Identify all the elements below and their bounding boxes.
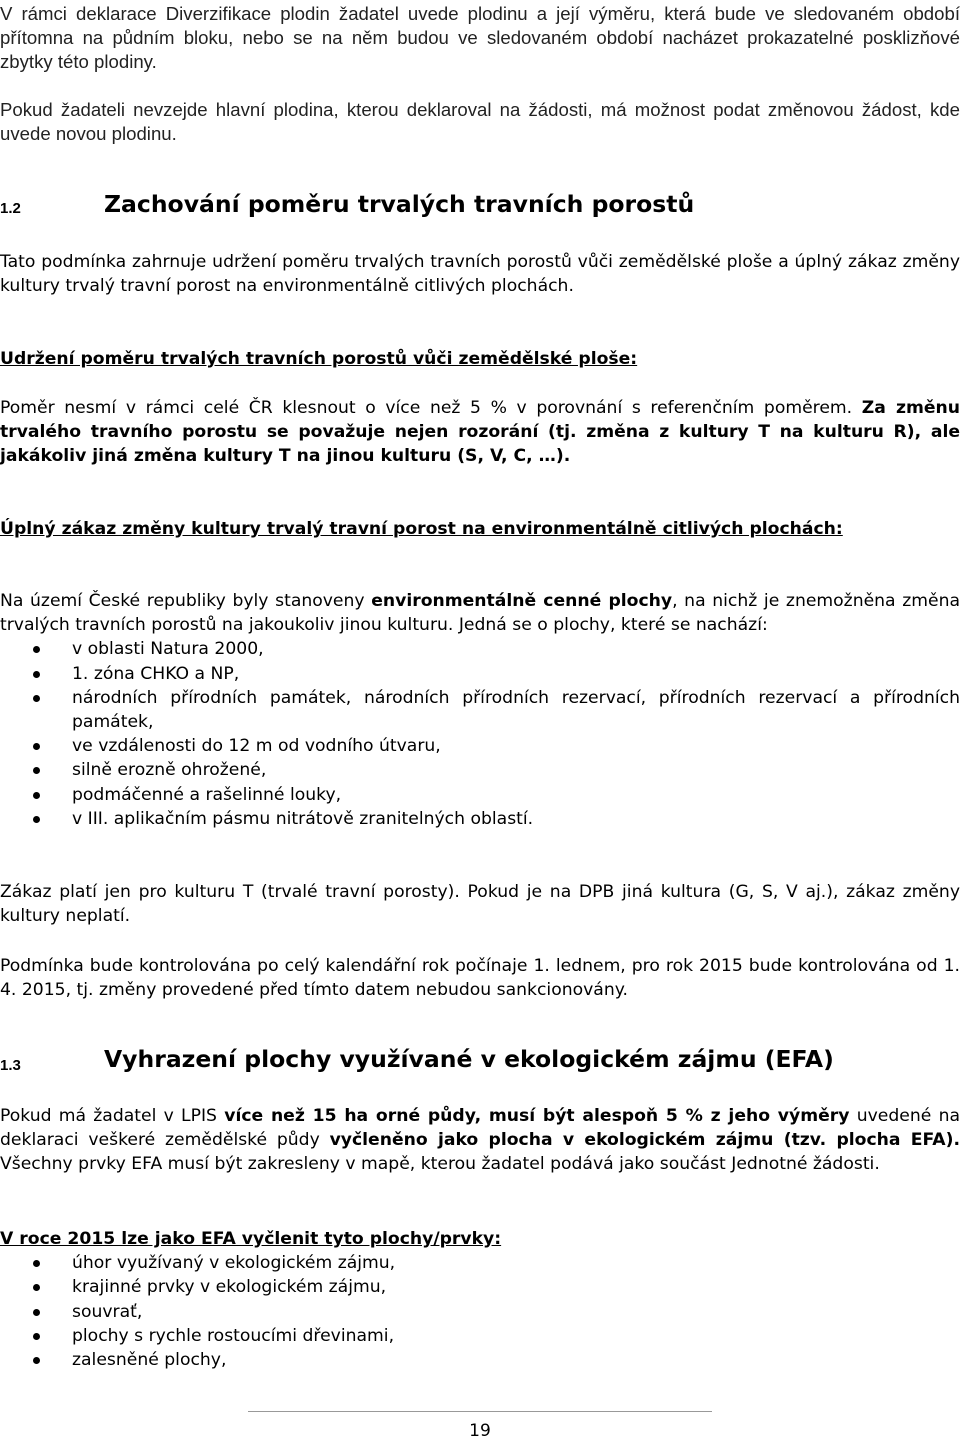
section-1-2-intro: Tato podmínka zahrnuje udržení poměru trvalých travních porostů vůči zemědělské ploše a úplný zákaz změny kultury trvalý travní porost na environmentálně citlivých plochách. xyxy=(0,252,960,297)
plochy-list xyxy=(0,637,960,831)
subheading-uplny-zakaz: Úplný zákaz změny kultury trvalý travní porost na environmentálně citlivých plochách: xyxy=(0,519,843,539)
subheading-2-wrap xyxy=(0,517,960,541)
intro-paragraph-1: V rámci deklarace Diverzifikace plodin žadatel uvede plodinu a její výměru, která bude ve sledovaném období přítomna na půdním bloku, nebo se na něm budou ve sledovaném období nacházet prokazatelné posklizňové zbytky této plodiny. xyxy=(0,3,960,73)
paragraph-efa xyxy=(0,1104,960,1177)
efa-text-a: Pokud má žadatel v LPIS xyxy=(0,1106,217,1126)
efa-list-section xyxy=(0,1227,960,1372)
section-number: 1.3 xyxy=(0,1057,21,1074)
subheading-1-wrap xyxy=(0,347,960,371)
list-item: souvrať, xyxy=(0,1300,960,1324)
list-item: ve vzdálenosti do 12 m od vodního útvaru, xyxy=(0,734,960,758)
paragraph-pomer xyxy=(0,396,960,469)
env-text-a: Na území České republiky byly stanoveny xyxy=(0,591,365,611)
env-text-b: , na nichž je znemožněna změna trvalých travních porostů na jakoukoliv jinou kulturu. Jedná se o plochy, které se nachází: xyxy=(0,591,960,636)
list-item: 1. zóna CHKO a NP, xyxy=(0,662,960,686)
intro-paragraph-2: Pokud žadateli nevzejde hlavní plodina, kterou deklaroval na žádosti, má možnost podat změnovou žádost, kde uvede novou plodinu. xyxy=(0,99,960,145)
paragraph-kontrola: Podmínka bude kontrolována po celý kalendářní rok počínaje 1. lednem, pro rok 2015 bude kontrolována od 1. 4. 2015, tj. změny provedené před tímto datem nebudou sankcionovány. xyxy=(0,956,960,1001)
subheading-efa: V roce 2015 lze jako EFA vyčlenit tyto plochy/prvky: xyxy=(0,1229,502,1249)
list-item: národních přírodních památek, národních přírodních rezervací, přírodních rezervací a přírodních památek, xyxy=(0,686,960,734)
subheading-udrzeni: Udržení poměru trvalých travních porostů vůči zemědělské ploše: xyxy=(0,349,638,369)
list-item: úhor využívaný v ekologickém zájmu, xyxy=(0,1251,960,1275)
page-number: 19 xyxy=(469,1421,491,1441)
section-title: Zachování poměru trvalých travních porostů xyxy=(104,190,695,218)
environmental-section xyxy=(0,589,960,831)
list-item: v oblasti Natura 2000, xyxy=(0,637,960,661)
list-item: silně erozně ohrožené, xyxy=(0,758,960,782)
efa-list xyxy=(0,1251,960,1372)
list-item: zalesněné plochy, xyxy=(0,1348,960,1372)
list-item: podmáčenné a rašelinné louky, xyxy=(0,783,960,807)
paragraph-zakaz-plati: Zákaz platí jen pro kulturu T (trvalé travní porosty). Pokud je na DPB jiná kultura (G, S, V aj.), zákaz změny kultury neplatí. xyxy=(0,882,960,927)
efa-bold-1: více než 15 ha orné půdy, musí být alespoň 5 % z jeho výměry xyxy=(224,1106,850,1126)
efa-bold-2: vyčleněno jako plocha v ekologickém zájmu (tzv. plocha EFA). xyxy=(329,1130,960,1151)
pomer-text: Poměr nesmí v rámci celé ČR klesnout o více než 5 % v porovnání s referenčním poměrem. xyxy=(0,398,853,418)
pomer-bold: Za změnu trvalého travního porostu se považuje nejen rozorání (tj. změna z kultury T na kulturu R), ale jakákoliv jiná změna kultury T na jinou kulturu (S, V, C, …). xyxy=(0,398,960,467)
paragraph-environmentalne xyxy=(0,589,960,637)
efa-text-d: Všechny prvky EFA musí být zakresleny v mapě, kterou žadatel podává jako součást Jednotné žádosti. xyxy=(0,1154,880,1175)
efa-text-c: uvedené na deklaraci veškeré zemědělské půdy xyxy=(0,1106,960,1151)
list-item: plochy s rychle rostoucími dřevinami, xyxy=(0,1324,960,1348)
list-item: v III. aplikačním pásmu nitrátově zranitelných oblastí. xyxy=(0,807,960,831)
section-title: Vyhrazení plochy využívané v ekologickém zájmu (EFA) xyxy=(104,1045,834,1073)
subheading-efa-wrap xyxy=(0,1227,960,1251)
list-item: krajinné prvky v ekologickém zájmu, xyxy=(0,1275,960,1299)
footer-divider xyxy=(248,1411,712,1412)
section-number: 1.2 xyxy=(0,200,21,217)
env-bold: environmentálně cenné plochy xyxy=(371,591,673,611)
